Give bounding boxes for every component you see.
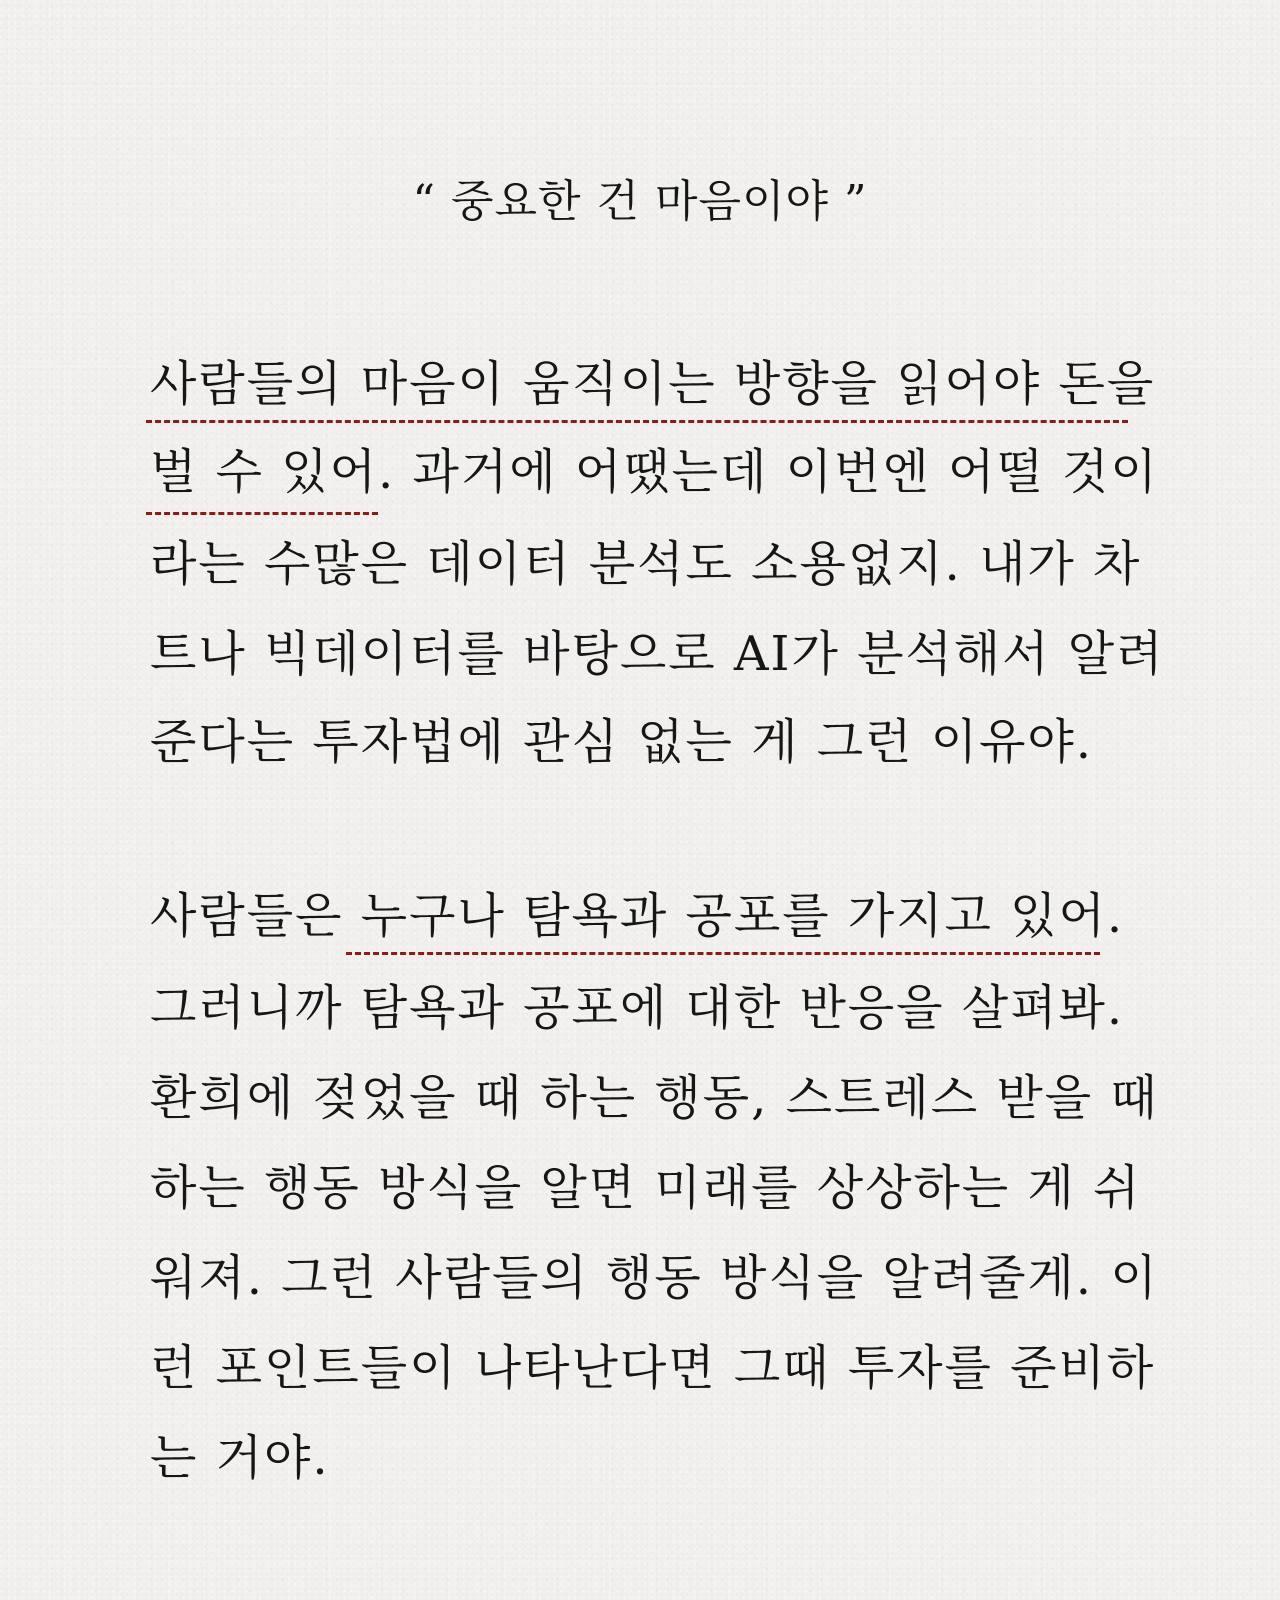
paragraph-1-line-2: 벌 수 있어. 과거에 어땠는데 이번엔 어떨 것이 <box>150 444 1159 500</box>
paragraph-2-line-3: 환희에 젖었을 때 하는 행동, 스트레스 받을 때 <box>150 1070 1159 1126</box>
underline-emphasis <box>346 952 1100 955</box>
paragraph-2-line-4: 하는 행동 방식을 알면 미래를 상상하는 게 쉬 <box>150 1160 1142 1216</box>
underline-emphasis <box>146 420 1128 423</box>
page-title: “ 중요한 건 마음이야 ” <box>412 176 868 227</box>
paragraph-2-line-6: 런 포인트들이 나타난다면 그때 투자를 준비하 <box>150 1340 1156 1396</box>
paragraph-2-line-1: 사람들은 누구나 탐욕과 공포를 가지고 있어. <box>150 888 1125 944</box>
paragraph-1-line-1: 사람들의 마음이 움직이는 방향을 읽어야 돈을 <box>150 356 1156 412</box>
paragraph-2-line-5: 워져. 그런 사람들의 행동 방식을 알려줄게. 이 <box>150 1250 1159 1306</box>
paragraph-2-line-2: 그러니까 탐욕과 공포에 대한 반응을 살펴봐. <box>150 980 1125 1036</box>
paragraph-2-line-7: 는 거야. <box>150 1430 330 1486</box>
paragraph-1-line-3: 라는 수많은 데이터 분석도 소용없지. 내가 차 <box>150 536 1142 592</box>
paragraph-1-line-5: 준다는 투자법에 관심 없는 게 그런 이유야. <box>150 714 1094 770</box>
paragraph-1-line-4: 트나 빅데이터를 바탕으로 AI가 분석해서 알려 <box>150 626 1165 682</box>
underline-emphasis <box>146 512 378 515</box>
